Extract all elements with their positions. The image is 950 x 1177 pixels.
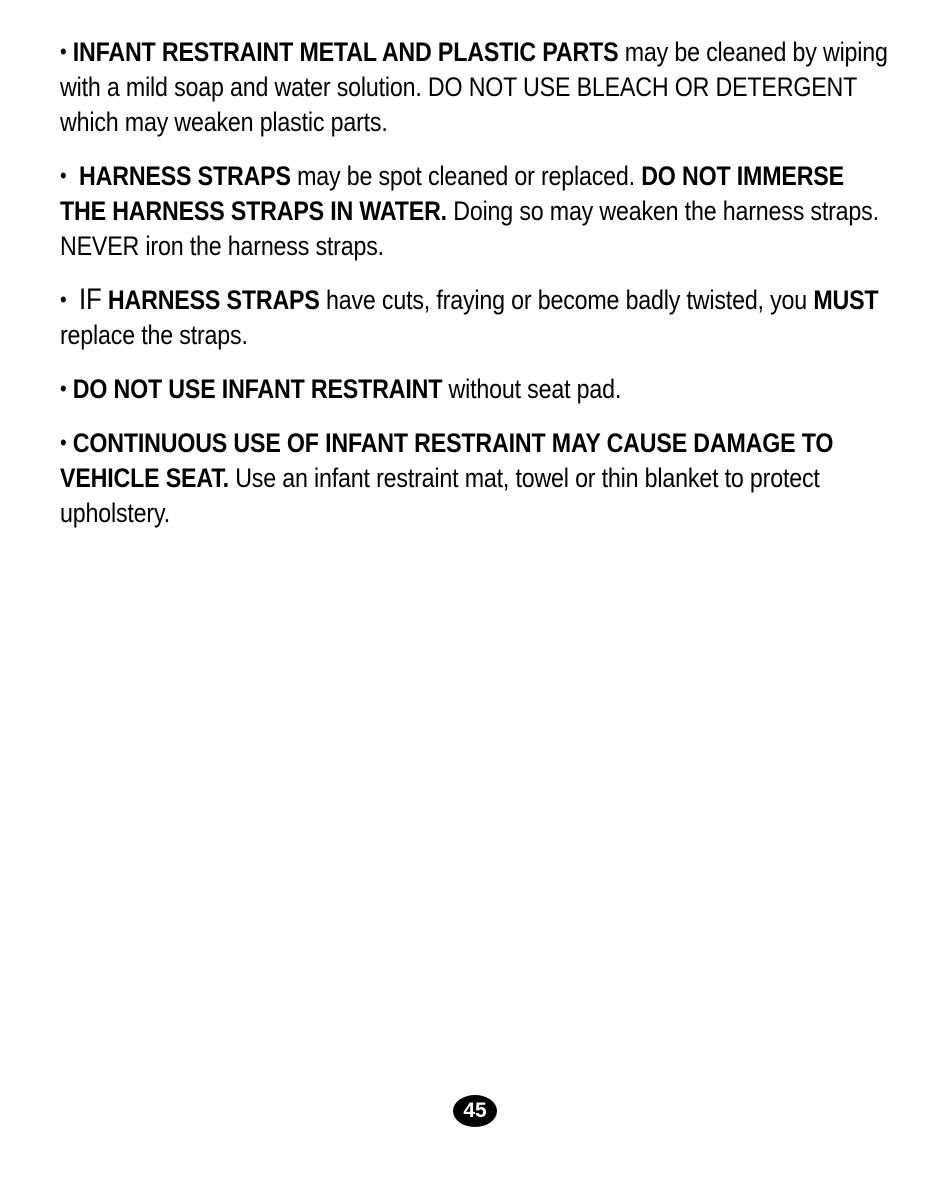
- harness-damage-warning: [60, 282, 895, 353]
- body-text: have cuts, fraying or become badly twisted, you: [319, 285, 814, 315]
- cleaning-instruction-harness-straps: [60, 158, 895, 264]
- body-text: may be cleaned by wiping with a mild soap and water solution. DO NOT USE BLEACH OR DETERGENT which may weaken plastic parts.: [60, 37, 888, 137]
- vehicle-seat-damage-warning: [60, 425, 895, 531]
- bullet-icon: •: [60, 430, 67, 455]
- bold-warning: DO NOT IMMERSE THE HARNESS STRAPS IN WATER.: [60, 161, 844, 226]
- if-word: IF: [79, 283, 102, 316]
- seat-pad-warning: [60, 371, 895, 407]
- bullet-icon: •: [60, 163, 67, 188]
- bullet-icon: •: [60, 287, 67, 312]
- bold-heading: INFANT RESTRAINT METAL AND PLASTIC PARTS: [72, 37, 619, 67]
- body-text: replace the straps.: [60, 320, 248, 350]
- bullet-icon: •: [60, 39, 67, 64]
- body-text: without seat pad.: [442, 374, 622, 404]
- bold-heading: DO NOT USE INFANT RESTRAINT: [72, 374, 443, 404]
- page-number-badge: 45: [453, 1095, 497, 1127]
- body-text: Use an infant restraint mat, towel or thin blanket to protect upholstery.: [60, 463, 820, 528]
- bold-warning: MUST: [813, 285, 879, 315]
- page-content: [60, 34, 895, 549]
- bold-heading: HARNESS STRAPS: [79, 161, 291, 191]
- bold-heading: HARNESS STRAPS: [107, 285, 320, 315]
- cleaning-instruction-metal-plastic: [60, 34, 895, 140]
- bold-heading: CONTINUOUS USE OF INFANT RESTRAINT MAY CAUSE DAMAGE TO VEHICLE SEAT.: [60, 428, 834, 493]
- body-text: Doing so may weaken the harness straps. NEVER iron the harness straps.: [60, 196, 879, 261]
- body-text: may be spot cleaned or replaced.: [290, 161, 642, 191]
- bullet-icon: •: [60, 376, 67, 401]
